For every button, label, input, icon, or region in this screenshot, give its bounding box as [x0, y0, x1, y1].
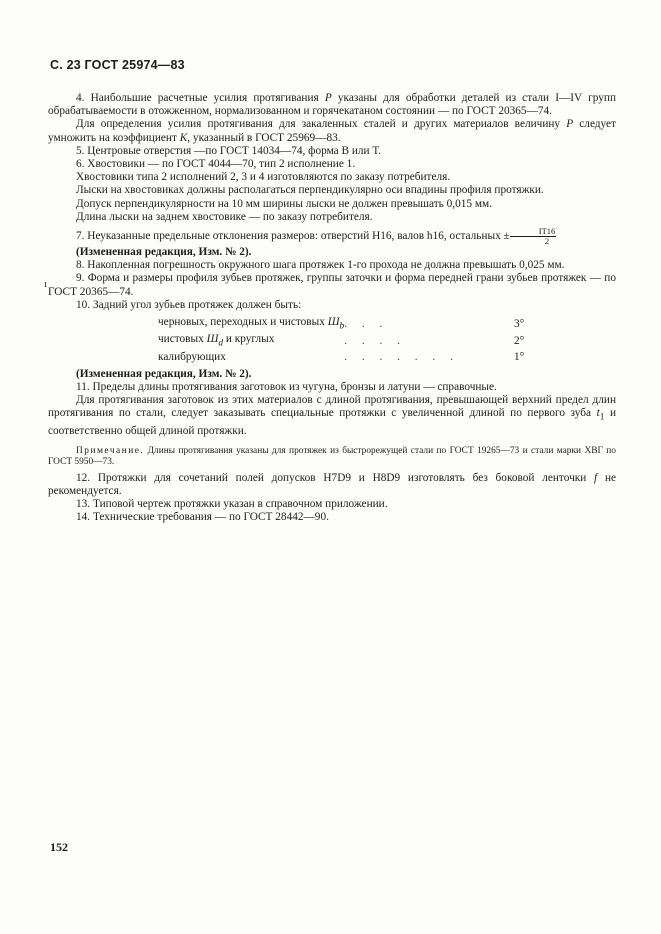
paragraph-10: 10. Задний угол зубьев протяжек должен быть:: [76, 298, 302, 311]
paragraph-11: 11. Пределы длины протягивания заготовок из чугуна, бронзы и латуни — справочные.: [76, 380, 497, 393]
paragraph-9: 9. Форма и размеры профиля зубьев протяжек, группы заточки и форма передней грани зубьев протяжек — по ГОСТ 20365—74.: [48, 272, 616, 298]
paragraph-6-2: Хвостовики типа 2 исполнений 2, 3 и 4 изготовляются по заказу потребителя.: [76, 171, 451, 184]
paragraph-12: 12. Протяжки для сочетаний полей допусков H7D9 и H8D9 изготовлять без боковой ленточки f не рекомендуется.: [48, 471, 617, 498]
paragraph-5: 5. Центровые отверстия —по ГОСТ 14034—74, форма В или Т.: [76, 144, 381, 157]
paragraph-6-5: Длина лыски на заднем хвостовике — по заказу потребителя.: [76, 210, 373, 223]
paragraph-6-4: Допуск перпендикулярности на 10 мм ширины лыски не должен превышать 0,015 мм.: [76, 197, 493, 210]
footnote-note: Примечание. Длины протягивания указаны для протяжек из быстрорежущей стали по ГОСТ 19265—73 и стали марки ХВГ по ГОСТ 5950—73.: [48, 445, 616, 468]
page-number: 152: [50, 840, 68, 854]
paragraph-7: 7. Неуказанные предельные отклонения размеров: отверстий Н16, валов h16, остальных ± $\frac{IT16}{2}$: [76, 226, 556, 247]
angle-row: черновых, переходных и чистовых $Ш_b$ . . . 3°: [158, 316, 525, 332]
paragraph-11-2: Для протягивания заготовок из этих материалов с длиной протягивания, превышающей верхний предел длин протягивания по стали, следует заказывать специальные протяжки с увеличенной длиной по первого зуба $t_1$ и соответственно общей длиной протяжки.: [48, 393, 617, 437]
paragraph-13: 13. Типовой чертеж протяжки указан в справочном приложении.: [76, 498, 388, 511]
page-header: С. 23 ГОСТ 25974—83: [50, 58, 185, 72]
paragraph-6-3: Лыски на хвостовиках должны располагаться перпендикулярно оси впадины профиля протяжки.: [76, 184, 544, 197]
angle-row: чистовых $Ш_d$ и круглых . . . . 2°: [158, 333, 525, 349]
paragraph-14: 14. Технические требования — по ГОСТ 28442—90.: [76, 511, 329, 524]
paragraph-4: 4. Наибольшие расчетные усилия протягивания P указаны для обработки деталей из стали I—IV групп обрабатываемости в отожженном, нормализованном и горячекатаном состоянии — по ГОСТ 20365—74.: [48, 92, 616, 118]
amendment-note-1: (Измененная редакция, Изм. № 2).: [76, 246, 252, 259]
document-body: [48, 92, 616, 525]
variable-k: K: [179, 131, 188, 144]
clearance-angle-table: [158, 316, 524, 364]
paragraph-6: 6. Хвостовики — по ГОСТ 4044—70, тип 2 исполнение 1.: [76, 158, 356, 171]
paragraph-4-2: Для определения усилия протягивания для закаленных сталей и других материалов величину P следует умножить на коэффициент K, указанный в ГОСТ 25969—83.: [48, 118, 617, 144]
variable-p: P: [324, 92, 332, 104]
paragraph-8: 8. Накопленная погрешность окружного шага протяжек 1-го прохода не должна превышать 0,025 мм.: [76, 259, 565, 272]
angle-row: калибрующих . . . . . . . 1°: [158, 350, 525, 363]
margin-mark: ı: [44, 279, 47, 290]
fraction-it16: $\frac{IT16}{2}$: [510, 227, 557, 246]
amendment-note-2: (Измененная редакция, Изм. № 2).: [76, 367, 252, 380]
